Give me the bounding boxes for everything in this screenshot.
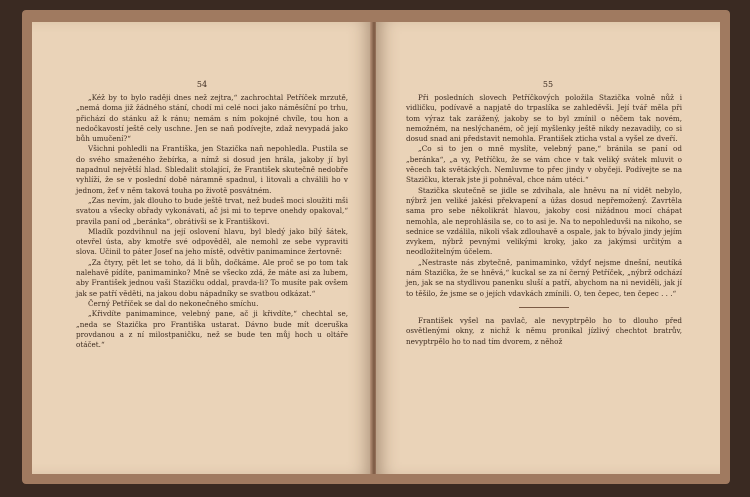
page-number-right: 55: [542, 80, 554, 89]
right-page-text: [376, 93, 720, 347]
paragraph: Při posledních slovech Petříčkových položila Stazička volně nůž i vidličku, podívavě a napjatě do trpaslíka se zahleděvši. Její tvář měla při tom výraz tak zarážený, jakoby se to byl zmínil o něčem tak novém, nemožném, na neslýchaném, oč její myšlenky ještě nikdy nezavadily, co si dosud snad ani představit nemohla. František zticha vstal a vyšel ze dveří.: [406, 93, 682, 144]
paragraph: „Za čtyry, pět let se toho, dá li bůh, dočkáme. Ale proč se po tom tak nalehavě pídíte, panimaminko? Mně se všecko zdá, že máte asi za lubem, aby František jednou vaši Stazičku oddal, pravda-li? To musíte pak ovšem jak se patří věděti, na jakou dobu nápadníky se svatbou odkázat.“: [76, 257, 348, 298]
paragraph: „Kéž by to bylo raději dnes než zejtra,“ zachrochtal Petříček mrzutě, „nemá doma již žádného stání, chodí mi celé noci jako náměsíční po trhu, přichází do stánku až k ránu; nemám s ním pokojné chvíle, tou hon a nedočkavostí ještě cely uschne. Jen se naň podívejte, zdaž nevypadá jako bůh umučení?“: [76, 93, 348, 144]
left-page: [32, 22, 372, 474]
paragraph: „Nestraste nás zbytečně, panimaminko, vždyť nejsme dnešní, neutíká nám Stazička, že se hněvá,“ kuckal se za ní černý Petříček, „nýbrž odchází jen, jak se na stydlivou panenku sluší a patří, abychom na ni neviděli, jak jí to těšilo, že jsme se o jejích vdavkách zmínili. O, ten čepec, ten čepec . . .“: [406, 257, 682, 298]
paragraph: Mladík pozdvihnul na její oslovení hlavu, byl bledý jako bílý šátek, otevřel ústa, aby kmotře své odpověděl, ale nemohl ze sebe vypraviti slova. Učinil to páter Josef na jeho místě, odvětiv panimamince žertovně:: [76, 226, 348, 257]
section-divider: [519, 307, 569, 308]
right-page: [376, 22, 720, 474]
open-book: [22, 10, 730, 484]
paragraph: Stazička skutečně se jidle se zdvihala, ale hněvu na ní vidět nebylo, nýbrž jen veliké jakési překvapení a úžas dosud nepřemožený. Zavrtěla sama pro sebe několikrát hlavou, jakoby cosi nižádnou mocí chápat nemohla, ale neprohlásila se, co to asi je. Na to nepohleduvši na nikoho, se sednice se vzdálila, nikoli však zdlouhavě a ospale, jak to bývalo jindy jejím zvykem, nýbrž pevnými velikými kroky, jako za jakýmsi určitým a neodložitelným účelem.: [406, 185, 682, 257]
paragraph: František vyšel na pavlač, ale nevyptrpělo ho to dlouho před osvětlenými okny, z nichž k němu pronikal jízlivý chechtot bratrův, nevyptrpělo ho to nad tím dvorem, z něhož: [406, 315, 682, 346]
paragraph: Všichni pohledli na Františka, jen Stazička naň nepohledla. Pustila se do svého smaženého žebírka, a nímž si dosud jen hrála, jakoby jí byl napadnul největší hlad. Sbledalit stolající, že František skutečně nedobře vyhlíží, že se v poslední době náramně spadnul, i litovali a chválili ho v jednom, žeť v něm taková touha po životě posvátném.: [76, 144, 348, 195]
paragraph: „Křivdíte panimamince, velebný pane, ač ji křivdíte,“ chechtal se, „neda se Stazička pro Františka ustarat. Dávno bude mít dceruška provdanou a z ní milostpaničku, než se bude ten můj hoch u oltáře otáčet.“: [76, 309, 348, 350]
paragraph: „Zas nevím, jak dlouho to bude ještě trvat, než budeš moci sloužiti mši svatou a všecky obřady vykonávati, ač jsi mi to teprve onehdy opakoval,“ pravila paní od „beránka“, obrátivši se k Františkovi.: [76, 195, 348, 226]
page-number-left: 54: [196, 80, 208, 89]
paragraph: Černý Petříček se dal do nekonečného smíchu.: [88, 298, 259, 308]
paragraph: „Co si to jen o mně myslíte, velebný pane,“ bránila se paní od „beránka“, „a vy, Petříčku, že se vám chce v tak veliký svátek mluvit o věcech tak světáckých. Nemluvme to přec jindy v obyčeji. Podívejte se na Stazičku, kterak jste ji pohněval, chce nám utéci.“: [406, 144, 682, 185]
left-page-text: [32, 93, 372, 350]
